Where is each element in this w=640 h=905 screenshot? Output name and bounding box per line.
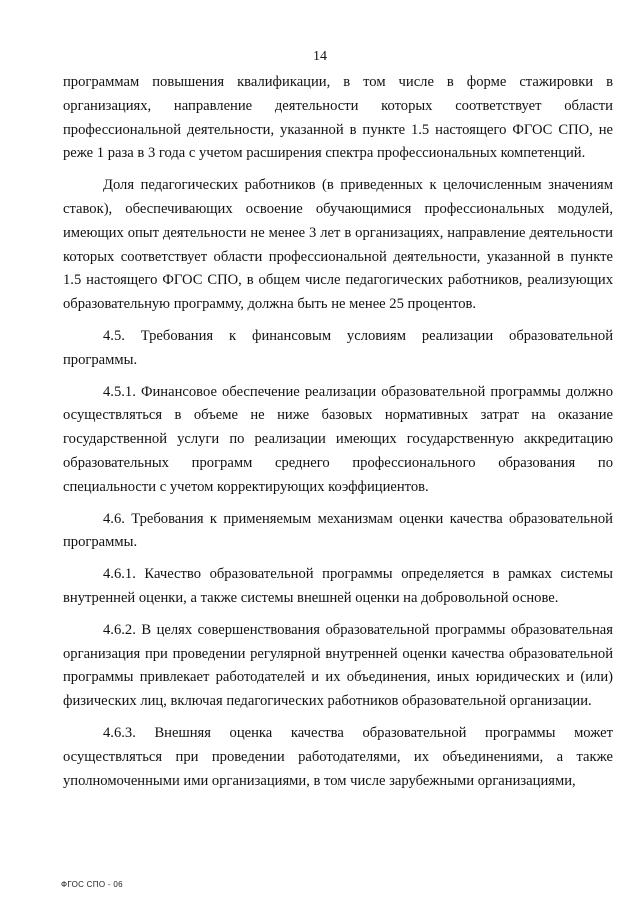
paragraph-4-6-2: 4.6.2. В целях совершенствования образовательной программы образовательная организация при проведении регулярной внутренней оценки качества образовательной программы привлекает работодателей и их объединения, иных юридических и (или) физических лиц, включая педагогических работников образовательной организации. — [63, 621, 613, 710]
document-footer: ФГОС СПО - 06 — [61, 880, 123, 889]
paragraph-4-6-3: 4.6.3. Внешняя оценка качества образовательной программы может осуществляться при проведении работодателями, их объединениями, а также уполномоченными ими организациями, в том числе зарубежными организациями, — [63, 724, 613, 789]
body-text — [63, 71, 613, 801]
paragraph-teacher-share: Доля педагогических работников (в приведенных к целочисленным значениям ставок), обеспечивающих освоение обучающимися профессиональных модулей, имеющих опыт деятельности не менее 3 лет в организациях, направление деятельности которых соответствует области профессиональной деятельности, указанной в пункте 1.5 настоящего ФГОС СПО, в общем числе педагогических работников, реализующих образовательную программу, должна быть не менее 25 процентов. — [63, 177, 613, 313]
section-heading-4-5: 4.5. Требования к финансовым условиям реализации образовательной программы. — [63, 327, 613, 368]
paragraph-4-5-1: 4.5.1. Финансовое обеспечение реализации образовательной программы должно осуществляться в объеме не ниже базовых нормативных затрат на оказание государственной услуги по реализации имеющих государственную аккредитацию образовательных программ среднего профессионального образования по специальности с учетом корректирующих коэффициентов. — [63, 383, 613, 495]
paragraph-continuation: программам повышения квалификации, в том числе в форме стажировки в организациях, направление деятельности которых соответствует области профессиональной деятельности, указанной в пункте 1.5 настоящего ФГОС СПО, не реже 1 раза в 3 года с учетом расширения спектра профессиональных компетенций. — [63, 74, 613, 162]
page-number: 14 — [313, 49, 327, 64]
section-heading-4-6: 4.6. Требования к применяемым механизмам оценки качества образовательной программы. — [63, 510, 613, 551]
paragraph-4-6-1: 4.6.1. Качество образовательной программы определяется в рамках системы внутренней оценки, а также системы внешней оценки на добровольной основе. — [63, 566, 613, 606]
